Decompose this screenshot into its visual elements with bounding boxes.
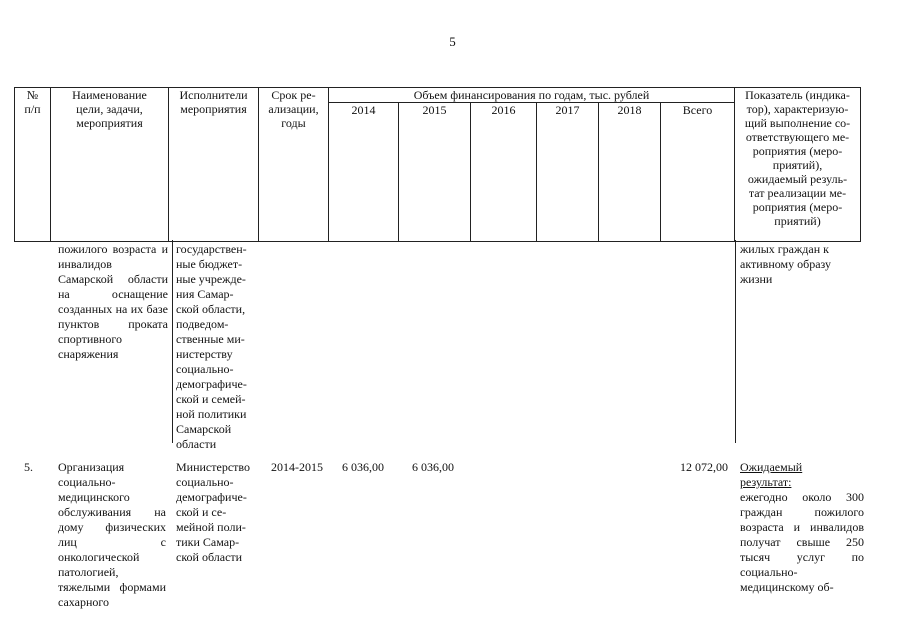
col-year-2014: 2014 xyxy=(329,103,399,242)
col-year-2015: 2015 xyxy=(399,103,471,242)
row-divider xyxy=(172,240,173,443)
row5-indicator xyxy=(740,460,864,595)
row5-funding-2014: 6 036,00 xyxy=(342,460,384,474)
col-funding-header: Объем финансирования по годам, тыс. рублей xyxy=(329,88,735,103)
col-name-header: Наименование цели, задачи, мероприятия xyxy=(51,88,169,242)
col-total: Всего xyxy=(661,103,735,242)
row-cont-executors: государствен- ные бюджет- ные учрежде- ния Самар- ской области, подведом- ственные ми- нистерству социально- демографиче- ской и семей- ной политики Самарской области xyxy=(176,242,247,451)
row5-number: 5. xyxy=(24,460,33,474)
col-year-2016: 2016 xyxy=(471,103,537,242)
row5-indicator-label: Ожидаемый результат: xyxy=(740,460,803,489)
row5-executors: Министерство социально- демографиче- ской и се- мейной поли- тики Самар- ской области xyxy=(176,460,250,564)
row-cont-indicator: жилых граждан к активному образу жизни xyxy=(740,242,832,286)
col-executors-header: Исполнители мероприятия xyxy=(169,88,259,242)
row5-name: Организация социально-медицинского обслуживания на дому физических лиц с онкологической патологией, тяжелыми формами сахарного xyxy=(58,460,166,609)
col-year-2017: 2017 xyxy=(537,103,599,242)
row5-term: 2014-2015 xyxy=(271,460,323,474)
col-number-header: № п/п xyxy=(15,88,51,242)
page-number: 5 xyxy=(449,34,456,49)
col-term-header: Срок ре- ализации, годы xyxy=(259,88,329,242)
row5-indicator-text: ежегодно около 300 граждан пожилого возраста и инвалидов получат свыше 250 тысяч услуг по социально-медицинскому об- xyxy=(740,490,864,594)
row-divider xyxy=(735,240,736,443)
col-year-2018: 2018 xyxy=(599,103,661,242)
row-cont-name: пожилого возраста и инвалидов Самарской области на оснащение созданных на их базе пунктов проката спортивного снаряжения xyxy=(58,242,168,361)
col-indicator-header: Показатель (индика- тор), характеризую- щий выполнение со- ответствующего ме- роприятия (меро- приятий), ожидаемый резуль- тат реализации ме- роприятия (меро- приятий) xyxy=(735,88,861,242)
row5-funding-2015: 6 036,00 xyxy=(412,460,454,474)
row5-funding-total: 12 072,00 xyxy=(680,460,728,474)
header-table xyxy=(14,87,861,242)
